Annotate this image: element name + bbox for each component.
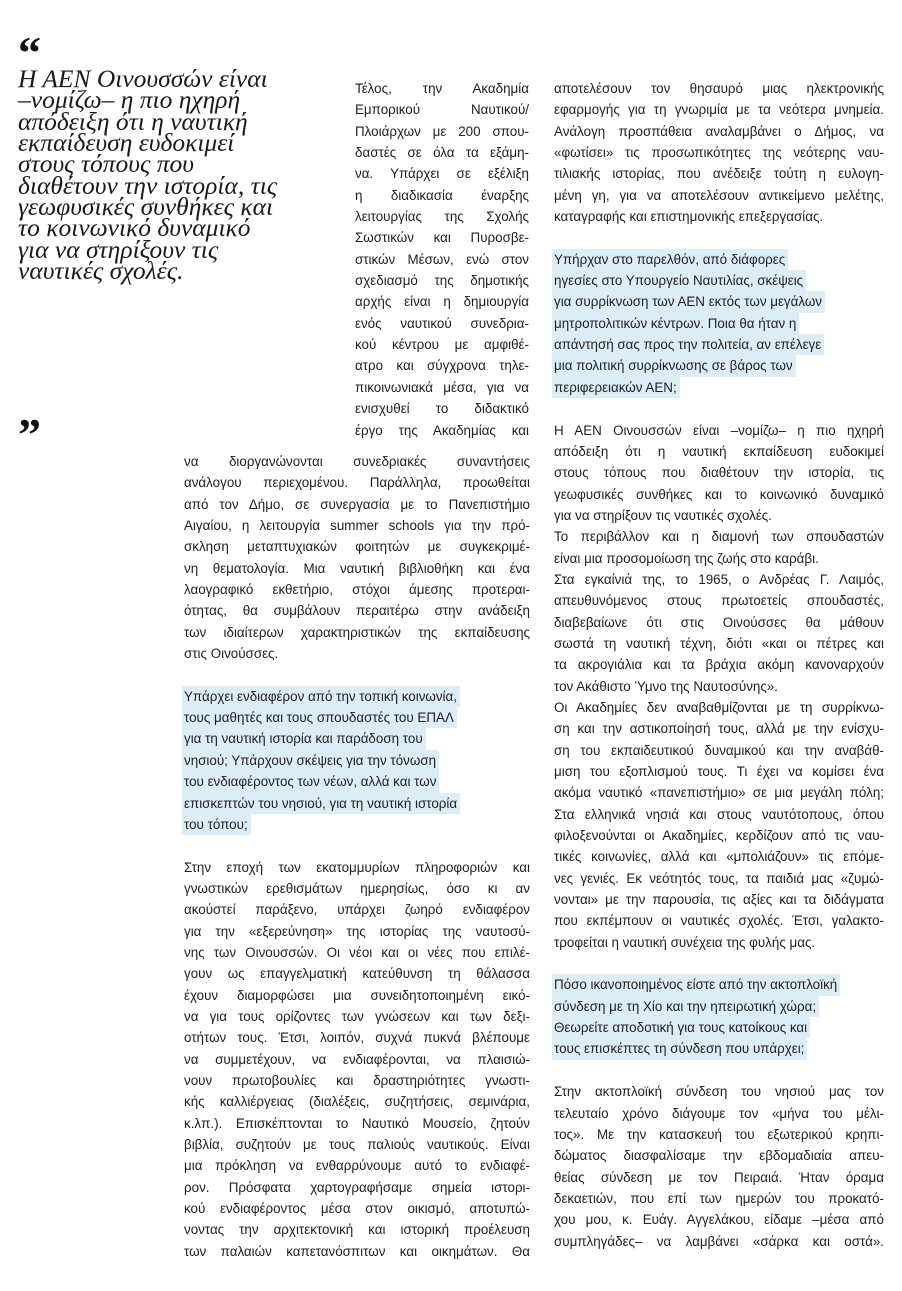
text-line: διαθέτουν την ιστορία, τις <box>18 170 278 200</box>
text-line: μια πρόκληση να ενθαρρύνουμε αυτό το ενδιαφέ- <box>184 1158 530 1174</box>
paragraph-right-2 <box>554 420 884 954</box>
text-line: έχουν διαμορφώσει μια συνειδητοποιημένη εικό- <box>184 987 530 1003</box>
text-line: του τόπου; <box>182 814 251 835</box>
text-line: περιφερειακών ΑΕΝ; <box>552 377 680 398</box>
text-line: των ιδιαίτερων χαρακτηριστικών της εκπαίδευσης <box>184 624 530 640</box>
text-line: μένη γη, για να αποτελέσουν αντικείμενο μελέτης, <box>554 187 884 203</box>
text-line: να διοργανώνονται συνεδριακές συναντήσεις <box>184 454 530 469</box>
column-middle-wide <box>184 451 530 1262</box>
text-line: μια πολιτική συρρίκνωσης σε βάρος των <box>552 355 796 376</box>
text-line: ενός ναυτικού συνεδρια- <box>355 315 529 331</box>
text-line: Στα ελληνικά νησιά και στους ναυτότοπους, όπου <box>554 806 884 822</box>
text-line: νες γενιές. Εκ νεότητός τους, τα παιδιά μας «ζυμώ- <box>554 870 884 886</box>
text-line: Οι Ακαδημίες δεν αναβαθμίζονται με τη συρρίκνω- <box>554 699 884 715</box>
interview-question-middle <box>184 686 530 835</box>
text-line: νης των Οινουσσών. Οι νέοι και οι νέες που επιλέ- <box>184 944 530 960</box>
text-line: στις Οινούσσες. <box>184 646 279 662</box>
text-line: για συρρίκνωση των ΑΕΝ εκτός των μεγάλων <box>552 291 825 312</box>
text-line: σκληση μεταπτυχιακών φοιτητών με συγκεκριμέ- <box>184 539 530 555</box>
text-line: απευθυνόμενος στους πρωτοετείς σπουδαστές, <box>554 593 884 609</box>
text-line: δεκαετιών, που επί των ημερών του προκατό- <box>554 1190 884 1206</box>
column-middle-narrow <box>355 78 529 441</box>
paragraph-right-3 <box>554 1081 884 1252</box>
text-line: για να στηρίξουν τις <box>18 234 219 264</box>
text-line: ση και την αστικοποίησή τους, αλλά με την ενίσχυ- <box>554 721 884 737</box>
text-line: κής καλλιέργειας (διαλέξεις, συζητήσεις, σεμινάρια, <box>184 1094 530 1110</box>
text-line: σύνδεση με τη Χίο και την ηπειρωτική χώρα; <box>552 996 819 1017</box>
text-line: έργο της Ακαδημίας και <box>355 422 529 438</box>
interview-question-right-1 <box>554 249 884 398</box>
text-line: τος». Με την κατασκευή του εξωτερικού κρηπι- <box>554 1126 884 1142</box>
text-line: οτήτων τους. Έτσι, λοιπόν, συχνά πυκνά βλέπουμε <box>184 1030 530 1046</box>
text-line: στους τόπους που διαθέτουν την ιστορία, τις <box>554 465 884 481</box>
text-line: ανάλογου περιεχομένου. Παράλληλα, προωθείται <box>184 475 530 491</box>
text-line: τροφείται η ναυτική συνέχεια της φυλής μας. <box>554 934 816 950</box>
text-line: απάντησή σας προς την πολιτεία, αν επέλεγε <box>552 334 824 355</box>
open-quote-mark: “ <box>18 27 41 78</box>
paragraph-middle-2 <box>184 857 530 1263</box>
text-line: φιλοξενούνται οι Ακαδημίες, κερδίζουν από τις ναυ- <box>554 828 884 844</box>
text-line: ναυτικές σχολές. <box>18 256 184 286</box>
text-line: των παλαιών καπετανόσπιτων και οικημάτων. Θα <box>184 1243 530 1259</box>
text-line: γουν ως επαγγελματική κατεύθυνση τη θάλασσα <box>184 966 530 982</box>
text-line: Στην ακτοπλοϊκή σύνδεση του νησιού μας τον <box>554 1084 884 1100</box>
text-line: ση του εκπαιδευτικού δυναμικού και την αναβάθ- <box>554 742 884 758</box>
text-line: συμπληγάδες– να λαμβάνει «σάρκα και οστά». <box>554 1233 884 1249</box>
text-line: Πόσο ικανοποιημένος είστε από την ακτοπλοϊκή <box>552 974 840 995</box>
text-line: να. Υπάρχει σε εξέλιξη <box>355 166 529 182</box>
text-line: εκπαίδευση ευδοκιμεί <box>18 128 235 158</box>
text-line: κ.λπ.). Επισκέπτονται το Ναυτικό Μουσείο, ζητούν <box>184 1115 530 1131</box>
text-line: Τέλος, την Ακαδημία <box>355 81 529 96</box>
text-line: τους μαθητές και τους σπουδαστές του ΕΠΑΛ <box>182 707 457 728</box>
column-right <box>554 78 884 1252</box>
text-line: ρον. Πρόσφατα χαρτογραφήσαμε σημεία ιστορι- <box>184 1179 530 1195</box>
text-line: τον Ακάθιστο Ύμνο της Ναυτοσύνης». <box>554 678 778 694</box>
text-line: λειτουργίας της Σχολής <box>355 209 529 225</box>
text-line: χου μου, κ. Ευάγ. Αγγελάκου, είδαμε –μέσα από <box>554 1212 884 1228</box>
text-line: Αιγαίου, η λειτουργία summer schools για την πρό- <box>184 518 530 534</box>
paragraph-middle-1 <box>184 451 530 664</box>
text-line: νουν πρωτοβουλίες και δραστηριότητες γνωστι- <box>184 1072 530 1088</box>
text-line: να για τους ορίζοντες των γνώσεων και των δεξι- <box>184 1008 530 1024</box>
text-line: Στα εγκαίνιά της, το 1965, ο Ανδρέας Γ. Λαιμός, <box>554 571 884 587</box>
text-line: ότητας, θα συμβάλουν περαιτέρω στην ανάδειξη <box>184 603 530 619</box>
text-line: τα ακρογιάλια και τα βράχια ακόμη κανοναρχούν <box>554 657 884 673</box>
text-line: να συμμετέχουν, να ενδιαφέρονται, να πλαισιώ- <box>184 1051 530 1067</box>
text-line: για να στηρίξουν τις ναυτικές σχολές. <box>554 507 772 523</box>
text-line: ηγεσίες στο Υπουργείο Ναυτιλίας, σκέψεις <box>552 270 806 291</box>
text-line: Πλοιάρχων με 200 σπου- <box>355 123 529 139</box>
text-line: μιση του εξοπλισμού τους. Τι έχει να κομίσει ένα <box>554 764 884 779</box>
text-line: τικές κοινωνίες, αλλά και «μπολιάζουν» τις επόμε- <box>554 849 884 865</box>
text-line: τιλιακής ιστορίας, που ανέδειξε τούτη η ευλογη- <box>554 166 884 182</box>
interview-question-right-2 <box>554 974 884 1059</box>
text-line: είναι μια προσομοίωση της ζωής στο καράβι. <box>554 550 819 566</box>
text-line: πικοινωνιακά μέσα, για να <box>355 379 529 395</box>
close-quote-mark: ” <box>18 409 41 460</box>
text-line: Η ΑΕΝ Οινουσσών είναι –νομίζω– η πιο ηχηρή <box>554 422 884 438</box>
text-line: δαστές σε όλα τα εξάμη- <box>355 145 529 161</box>
text-line: επισκεπτών του νησιού, για τη ναυτική ιστορία <box>182 793 460 814</box>
paragraph-right-1 <box>554 78 884 227</box>
text-line: νη θεματολογία. Μια ναυτική βιβλιοθήκη και ένα <box>184 560 530 576</box>
text-line: βιβλία, συζητούν με τους παλιούς ναυτικούς. Είναι <box>184 1137 530 1152</box>
text-line: τελευταίο χρόνο διάγουμε τον «μήνα του μέλι- <box>554 1105 884 1121</box>
text-line: Ανάλογη προσπάθεια αναλαμβάνει ο Δήμος, να <box>554 123 884 139</box>
text-line: ακόμα ναυτικό «πανεπιστήμιο» σε μια μεγάλη πόλη; <box>554 785 884 801</box>
text-line: γεωφυσικές συνθήκες και <box>18 192 274 222</box>
text-line: γνωστικών ερεθισμάτων ημερησίως, όσο κι αν <box>184 880 530 896</box>
text-line: για την «εξερεύνηση» της ιστορίας της ναυτοσύ- <box>184 923 530 939</box>
text-line: Σωστικών και Πυροσβε- <box>355 230 529 246</box>
text-line: σχεδιασμό της δημοτικής <box>355 273 529 289</box>
text-line: απόδειξη ότι η ναυτική εκπαίδευση ευδοκιμεί <box>554 443 884 459</box>
text-line: αρχής είναι η δημιουργία <box>355 294 529 310</box>
text-line: μητροπολιτικών κέντρων. Ποια θα ήταν η <box>552 313 799 334</box>
text-line: αποτελέσουν τον θησαυρό μιας ηλεκτρονικής <box>554 81 884 96</box>
text-line: το κοινωνικό δυναμικό <box>18 213 251 243</box>
text-line: ενισχυθεί το διδακτικό <box>355 401 529 417</box>
text-line: λαογραφικό εκθετήριο, στόχοι άμεσης προτεραι- <box>184 582 530 598</box>
text-line: του ενδιαφέροντος των νέων, αλλά και των <box>182 771 439 792</box>
text-line: θείας σύνδεση με τον Πειραιά. Ήταν όραμα <box>554 1169 884 1185</box>
text-line: νονται» με την παρουσία, τις αξίες και τα διδάγματα <box>554 892 884 908</box>
text-line: από τον Δήμο, σε συνεργασία με το Πανεπιστήμιο <box>184 496 530 512</box>
text-line: κού ενδιαφέροντος μέσα στον οικισμό, αποτυπώ- <box>184 1201 530 1217</box>
text-line: στους τόπους που <box>18 149 194 179</box>
text-line: κού κέντρου με αμφιθέ- <box>355 337 529 353</box>
text-line: Εμπορικού Ναυτικού/ <box>355 102 529 118</box>
text-line: Η ΑΕΝ Οινουσσών είναι <box>18 64 268 93</box>
pull-quote <box>18 64 318 286</box>
text-line: Στην εποχή των εκατομμυρίων πληροφοριών και <box>184 859 530 875</box>
text-line: δώματος διασφαλίσαμε την εβδομαδιαία απευ- <box>554 1148 884 1164</box>
text-line: ακούστεί παράξενο, υπάρχει ζωηρό ενδιαφέρον <box>184 902 530 918</box>
text-line: σωστά τη ναυτική τέχνη, διότι «και οι πέτρες και <box>554 635 884 651</box>
text-line: Υπάρχει ενδιαφέρον από την τοπική κοινωνία, <box>182 686 460 707</box>
text-line: –νομίζω– η πιο ηχηρή <box>18 85 241 115</box>
text-line: η διαδικασία έναρξης <box>355 187 529 203</box>
text-line: στικών Μέσων, ενώ στον <box>355 251 529 267</box>
text-line: «φωτίσει» τις προσωπικότητες της νεότερης ναυ- <box>554 145 884 161</box>
text-line: νοντας την αρχιτεκτονική και ιστορική προέλευση <box>184 1222 530 1238</box>
text-line: νησιού; Υπάρχουν σκέψεις για την τόνωση <box>182 750 439 771</box>
text-line: διαβεβαίωνε ότι στις Οινούσσες θα μάθουν <box>554 614 884 630</box>
text-line: καταγραφής και επιστημονικής επεξεργασίας. <box>554 209 824 225</box>
text-line: γεωφυσικές συνθήκες και το κοινωνικό δυναμικό <box>554 486 884 502</box>
text-line: Υπήρχαν στο παρελθόν, από διάφορες <box>552 249 788 270</box>
text-line: Θεωρείτε αποδοτική για τους κατοίκους και <box>552 1017 810 1038</box>
text-line: για τη ναυτική ιστορία και παράδοση του <box>182 728 426 749</box>
text-line: απόδειξη ότι η ναυτική <box>18 106 248 136</box>
text-line: ατρο και σύγχρονα τηλε- <box>355 358 529 374</box>
text-line: τους επισκέπτες τη σύνδεση που υπάρχει; <box>552 1038 807 1059</box>
text-line: Το περιβάλλον και η διαμονή των σπουδαστών <box>554 529 884 545</box>
text-line: που εκπέμπουν οι ναυτικές σχολές. Έτσι, γαλακτο- <box>554 913 884 929</box>
text-line: εφαρμογής για τη γνωριμία με τα νεότερα μνημεία. <box>554 102 884 118</box>
